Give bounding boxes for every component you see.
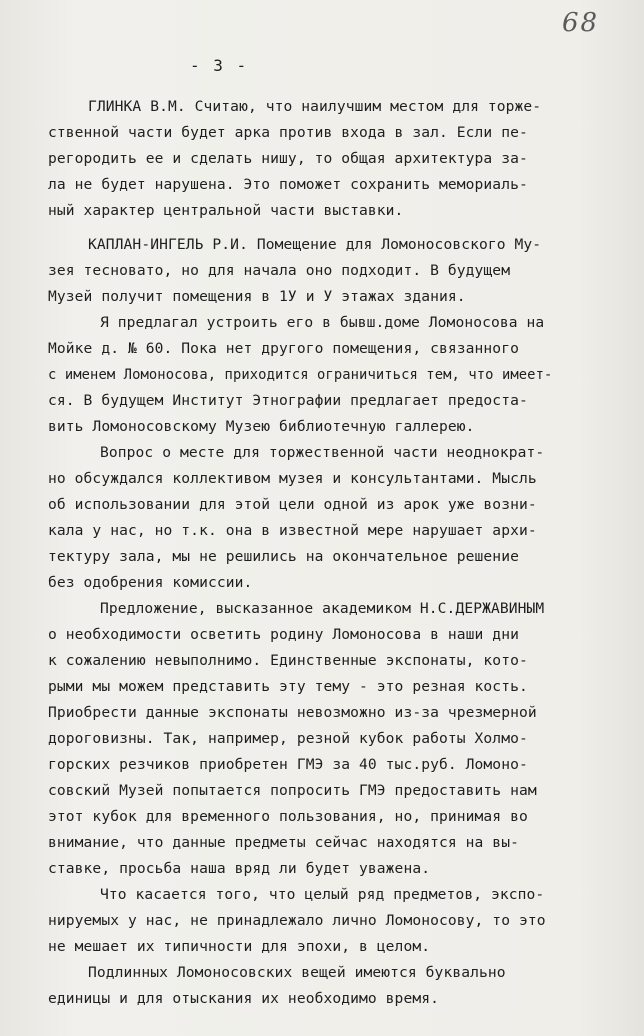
page-number: - 3 -	[190, 56, 249, 75]
text-line: ГЛИНКА В.М. Считаю, что наилучшим местом для торже-	[88, 98, 542, 115]
text-line: зея тесновато, но для начала оно подходит. В будущем	[48, 262, 511, 279]
text-line: к сожалению невыполнимо. Единственные экспонаты, кото-	[48, 652, 528, 669]
text-line: внимание, что данные предметы сейчас находятся на вы-	[48, 834, 519, 851]
text-line: о необходимости осветить родину Ломоносова в наши дни	[48, 626, 519, 643]
text-line: ственной части будет арка против входа в зал. Если пе-	[48, 124, 528, 141]
text-line: тектуру зала, мы не решились на окончательное решение	[48, 548, 519, 565]
text-line: этот кубок для временного пользования, но, принимая во	[48, 808, 528, 825]
text-line: Предложение, высказанное академиком Н.С.ДЕРЖАВИНЫМ	[100, 600, 545, 617]
text-line: Музей получит помещения в 1У и У этажах здания.	[48, 288, 466, 305]
text-line: без одобрения комиссии.	[48, 574, 253, 591]
text-line: горских резчиков приобретен ГМЭ за 40 тыс.руб. Ломоно-	[48, 756, 528, 773]
text-line: ла не будет нарушена. Это поможет сохранить мемориаль-	[48, 176, 528, 193]
text-line: не мешает их типичности для эпохи, в целом.	[48, 938, 431, 955]
text-line: Вопрос о месте для торжественной части неоднократ-	[100, 444, 545, 461]
text-line: Подлинных Ломоносовских вещей имеются буквально	[88, 964, 506, 981]
text-line: Приобрести данные экспонаты невозможно из-за чрезмерной	[48, 704, 537, 721]
text-line: КАПЛАН-ИНГЕЛЬ Р.И. Помещение для Ломоносовского Му-	[88, 236, 542, 253]
handwritten-page-number: 68	[562, 8, 600, 38]
text-line: совский Музей попытается попросить ГМЭ предоставить нам	[48, 782, 537, 799]
text-line: регородить ее и сделать нишу, то общая архитектура за-	[48, 150, 528, 167]
text-line: дороговизны. Так, например, резной кубок работы Холмо-	[48, 730, 528, 747]
text-line: Мойке д. № 60. Пока нет другого помещения, связанного	[48, 340, 519, 357]
text-line: ный характер центральной части выставки.	[48, 202, 404, 219]
text-line: но обсуждался коллективом музея и консультантами. Мысль	[48, 470, 537, 487]
text-line: вить Ломоносовскому Музею библиотечную галлерею.	[48, 418, 475, 435]
text-line: с именем Ломоносова, приходится ограничиться тем, что имеет-	[48, 367, 553, 383]
text-line: ставке, просьба наша вряд ли будет уважена.	[48, 860, 431, 877]
text-line: Что касается того, что целый ряд предметов, экспо-	[100, 886, 545, 903]
text-line: рыми мы можем представить эту тему - это резная кость.	[48, 678, 528, 695]
text-line: ся. В будущем Институт Этнографии предлагает предоста-	[48, 392, 528, 409]
text-line: кала у нас, но т.к. она в известной мере нарушает архи-	[48, 522, 537, 539]
text-line: единицы и для отыскания их необходимо время.	[48, 990, 439, 1007]
text-line: Я предлагал устроить его в бывш.доме Ломоносова на	[100, 314, 545, 331]
text-line: об использовании для этой цели одной из арок уже возни-	[48, 496, 537, 513]
text-line: нируемых у нас, не принадлежало лично Ломоносову, то это	[48, 912, 546, 929]
